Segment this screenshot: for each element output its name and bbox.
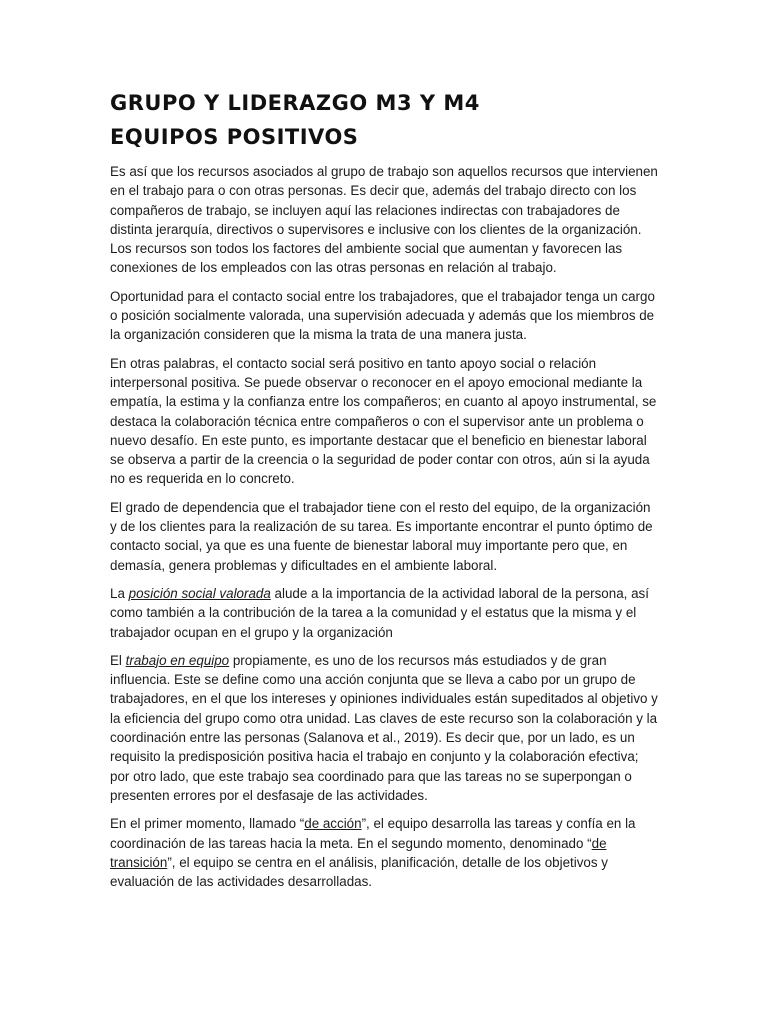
paragraph-2: Oportunidad para el contacto social entre los trabajadores, que el trabajador tenga un cargo o posición socialmente valorada, una supervisión adecuada y además que los miembros de la organización consideren que la misma la trata de una manera justa. <box>110 288 655 343</box>
term-de-accion: de acción <box>304 816 362 832</box>
paragraph-5-body: alude a la importancia de la actividad laboral de la persona, así como también a la contribución de la tarea a la comunidad y el estatus que la misma y el trabajador ocupan en el grupo y la organización <box>110 585 649 640</box>
document-title: GRUPO Y LIDERAZGO M3 Y M4 <box>110 91 480 115</box>
paragraph-7 <box>110 814 658 891</box>
paragraph-5-lead: La <box>110 585 129 601</box>
term-de-transicion: de transición <box>110 835 607 870</box>
document-subtitle: EQUIPOS POSITIVOS <box>110 125 359 149</box>
paragraph-6-body: propiamente, es uno de los recursos más estudiados y de gran influencia. Este se define como una acción conjunta que se lleva a cabo por un grupo de trabajadores, en el que los intereses y opiniones individuales están supeditados al objetivo y la eficiencia del grupo como otra unidad. Las claves de este recurso son la colaboración y la coordinación entre las personas (Salanova et al., 2019). Es decir que, por un lado, es un requisito la predisposición positiva hacia el trabajo en conjunto y la colaboración efectiva; por otro lado, que este trabajo sea coordinado para que las tareas no se superpongan o presenten errores por el desfasaje de las actividades. <box>110 652 658 803</box>
paragraph-3: En otras palabras, el contacto social será positivo en tanto apoyo social o relación interpersonal positiva. Se puede observar o reconocer en el apoyo emocional mediante la empatía, la estima y la confianza entre los compañeros; en cuanto al apoyo instrumental, se destaca la colaboración técnica entre compañeros o con el supervisor ante un problema o nuevo desafío. En este punto, es importante destacar que el beneficio en bienestar laboral se observa a partir de la creencia o la seguridad de poder contar con otros, aún si la ayuda no es requerida en lo concreto. <box>110 355 657 487</box>
paragraph-7-part-a: En el primer momento, llamado “ <box>110 816 305 832</box>
paragraph-7-part-e: ”, el equipo se centra en el análisis, planificación, detalle de los objetivos y evaluación de las actividades desarrolladas. <box>110 854 608 890</box>
paragraph-6-lead: El <box>110 652 126 668</box>
emphasis-trabajo-en-equipo: trabajo en equipo <box>125 652 230 668</box>
paragraph-4: El grado de dependencia que el trabajador tiene con el resto del equipo, de la organización y de los clientes para la realización de su tarea. Es importante encontrar el punto óptimo de contacto social, ya que es una fuente de bienestar laboral muy importante pero que, en demasía, genera problemas y dificultades en el ambiente laboral. <box>110 499 653 573</box>
paragraph-1: Es así que los recursos asociados al grupo de trabajo son aquellos recursos que intervienen en el trabajo para o con otras personas. Es decir que, además del trabajo directo con los compañeros de trabajo, se incluyen aquí las relaciones indirectas con trabajadores de distinta jerarquía, directivos o supervisores e inclusive con los clientes de la organización. Los recursos son todos los factores del ambiente social que aumentan y favorecen las conexiones de los empleados con las otras personas en relación al trabajo. <box>110 164 658 276</box>
paragraph-6 <box>110 651 658 805</box>
paragraph-7-part-c: ”, el equipo desarrolla las tareas y confía en la coordinación de las tareas hacia la meta. En el segundo momento, denominado “ <box>110 816 636 851</box>
paragraph-5 <box>110 584 658 642</box>
emphasis-posicion-social-valorada: posición social valorada <box>128 585 271 601</box>
